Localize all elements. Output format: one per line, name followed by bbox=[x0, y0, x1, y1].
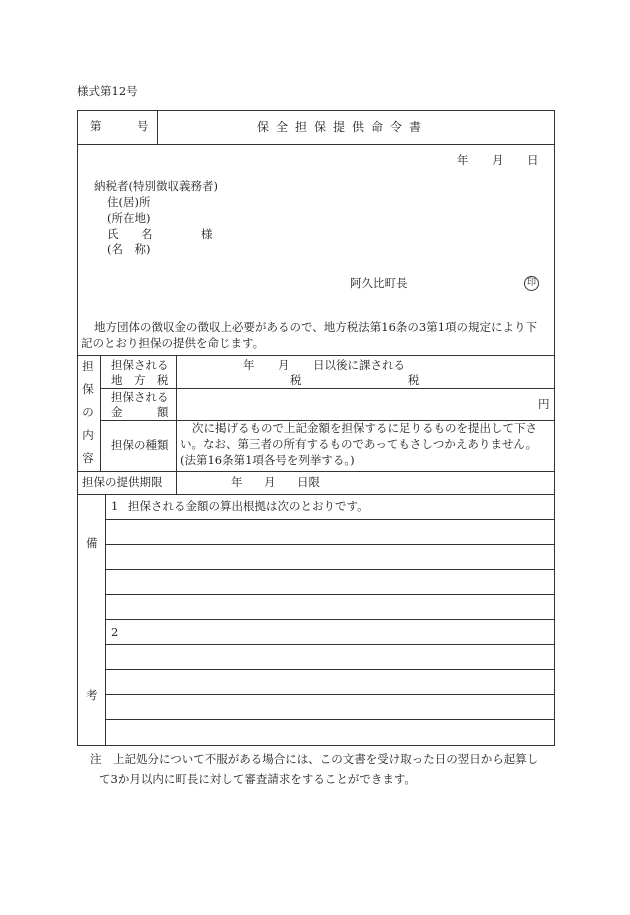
deadline-day-limit: 日限 bbox=[297, 475, 320, 489]
date-month: 月 bbox=[492, 153, 504, 167]
seal-mark: 印 bbox=[524, 276, 539, 291]
rule-remarks-9 bbox=[105, 719, 555, 720]
tax-period-month: 月 bbox=[278, 358, 290, 372]
remarks-label-bottom: 考 bbox=[86, 688, 98, 702]
rule-remarks-6 bbox=[105, 644, 555, 645]
rule-remarks-2 bbox=[105, 544, 555, 545]
location-label: (所在地) bbox=[107, 211, 151, 225]
deadline-year: 年 bbox=[231, 475, 243, 489]
address-label: 住(居)所 bbox=[107, 195, 151, 209]
tax-name-1: 税 bbox=[290, 373, 302, 387]
note-line2: て3か月以内に町長に対して審査請求をすることができます。 bbox=[99, 772, 416, 786]
deadline-month: 月 bbox=[264, 475, 276, 489]
tax-period-rest: 日以後に課される bbox=[313, 358, 405, 372]
rule-content-value-divider bbox=[176, 355, 177, 471]
rule-content-bottom bbox=[77, 471, 555, 472]
form-number: 様式第12号 bbox=[77, 84, 138, 98]
security-type-line3: (法第16条第1項各号を列挙する。) bbox=[180, 453, 355, 467]
security-type-line2: い。なお、第三者の所有するものであってもさしつかえありません。 bbox=[180, 437, 538, 451]
rule-header-divider bbox=[157, 110, 158, 144]
rule-remarks-4 bbox=[105, 594, 555, 595]
number-suffix: 号 bbox=[137, 119, 149, 133]
remarks-item1-number: 1 bbox=[111, 499, 119, 513]
content-label-char-2: 保 bbox=[82, 382, 94, 396]
name-label-1: 氏 bbox=[107, 227, 119, 241]
rule-deadline-bottom bbox=[77, 494, 555, 495]
rule-remarks-1 bbox=[105, 519, 555, 520]
number-prefix: 第 bbox=[90, 119, 102, 133]
secured-tax-label-1: 担保される bbox=[111, 358, 169, 372]
amount-unit: 円 bbox=[538, 397, 550, 411]
tax-period-year: 年 bbox=[243, 358, 255, 372]
content-label-char-4: 内 bbox=[82, 428, 94, 442]
remarks-item2-number: 2 bbox=[111, 625, 119, 639]
rule-remarks-divider bbox=[105, 494, 106, 746]
rule-content-label-divider bbox=[100, 355, 101, 471]
security-type-label: 担保の種類 bbox=[111, 438, 169, 452]
tax-name-2: 税 bbox=[408, 373, 420, 387]
content-label-char-1: 担 bbox=[82, 359, 94, 373]
rule-remarks-8 bbox=[105, 694, 555, 695]
deadline-label: 担保の提供期限 bbox=[82, 475, 163, 489]
content-label-char-5: 容 bbox=[82, 451, 94, 465]
document-title: 保全担保提供命令書 bbox=[257, 120, 429, 134]
rule-remarks-5 bbox=[105, 619, 555, 620]
name-label-2: 名 bbox=[141, 227, 153, 241]
rule-remarks-7 bbox=[105, 669, 555, 670]
note-prefix: 注 bbox=[90, 752, 102, 766]
body-text-line1: 地方団体の徴収金の徴収上必要があるので、地方税法第16条の3第1項の規定により下 bbox=[94, 320, 538, 334]
entity-name-label: (名 称) bbox=[107, 242, 151, 256]
rule-deadline-divider bbox=[176, 471, 177, 494]
secured-amount-label-1: 担保される bbox=[111, 390, 169, 404]
secured-tax-label-2: 地 方 税 bbox=[111, 373, 169, 387]
date-day: 日 bbox=[527, 153, 539, 167]
taxpayer-label: 納税者(特別徴収義務者) bbox=[94, 179, 218, 193]
honorific: 様 bbox=[201, 227, 213, 241]
security-type-line1: 次に掲げるもので上記金額を担保するに足りるものを提出して下さ bbox=[192, 421, 537, 435]
issuer-title: 阿久比町長 bbox=[350, 276, 408, 290]
rule-header-bottom bbox=[77, 144, 555, 145]
remarks-item1-text: 担保される金額の算出根拠は次のとおりです。 bbox=[128, 499, 369, 513]
secured-amount-label-2: 金 額 bbox=[111, 405, 169, 419]
content-label-char-3: の bbox=[82, 405, 94, 419]
body-text-line2: 記のとおり担保の提供を命じます。 bbox=[81, 336, 265, 350]
remarks-label-top: 備 bbox=[86, 536, 98, 550]
rule-remarks-3 bbox=[105, 569, 555, 570]
rule-tax-bottom bbox=[100, 388, 555, 389]
note-line1: 上記処分について不服がある場合には、この文書を受け取った日の翌日から起算し bbox=[113, 752, 539, 766]
date-year: 年 bbox=[457, 153, 469, 167]
rule-body-bottom bbox=[77, 355, 555, 356]
